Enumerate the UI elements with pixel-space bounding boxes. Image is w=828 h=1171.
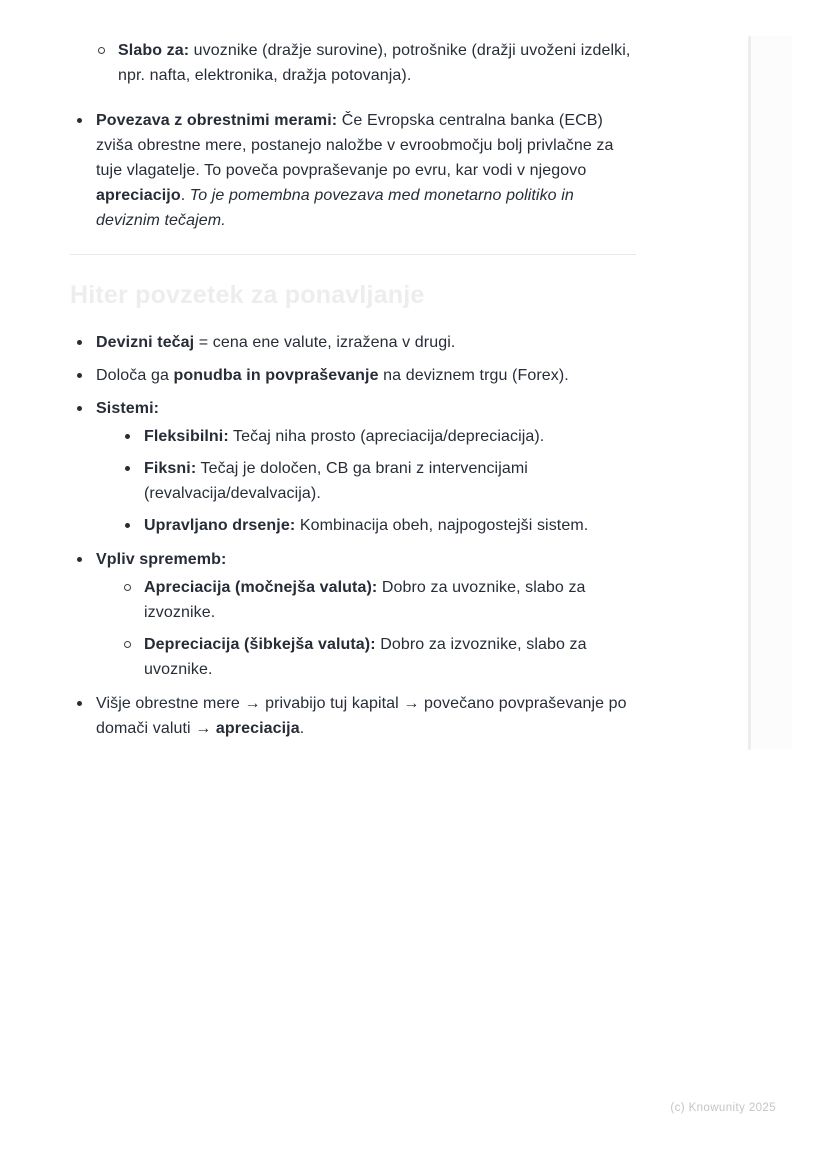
list-item — [70, 691, 636, 741]
bullet-disc-icon — [125, 523, 130, 528]
intro-list — [70, 108, 636, 233]
bullet-disc-icon — [77, 406, 82, 411]
list-item — [70, 396, 636, 538]
list-item-text: Vpliv sprememb: — [96, 551, 227, 568]
list-item-text: Upravljano drsenje: Kombinacija obeh, najpogostejši sistem. — [144, 517, 589, 534]
page-edge-shade — [751, 36, 792, 750]
bullet-disc-icon — [77, 118, 82, 123]
bullet-circle-icon — [124, 584, 131, 591]
bullet-disc-icon — [125, 434, 130, 439]
list-item — [118, 632, 636, 682]
list-item — [118, 513, 636, 538]
list-item — [70, 547, 636, 682]
sub-list-sistemi — [118, 424, 636, 538]
list-item — [70, 363, 636, 388]
list-item-text: Depreciacija (šibkejša valuta): Dobro za izvoznike, slabo za uvoznike. — [144, 636, 587, 678]
list-item — [118, 456, 636, 506]
list-item-text: Določa ga ponudba in povpraševanje na deviznem trgu (Forex). — [96, 367, 569, 384]
list-item-text: Sistemi: — [96, 400, 160, 417]
bullet-disc-icon — [77, 373, 82, 378]
content-area — [70, 38, 636, 741]
summary-list — [70, 330, 636, 741]
bullet-disc-icon — [125, 466, 130, 471]
section-heading: Hiter povzetek za ponavljanje — [70, 281, 425, 309]
list-item-text: Devizni tečaj = cena ene valute, izražena v drugi. — [96, 334, 456, 351]
list-item-text: Povezava z obrestnimi merami: Če Evropska centralna banka (ECB) zviša obrestne mere, postanejo naložbe v evroobmočju bolj privlačne za tuje vlagatelje. To poveča povpraševanje po evru, kar vodi v njegovo apreciacijo. To je pomembna povezava med monetarno politiko in deviznim tečajem. — [96, 112, 614, 229]
footer-copyright: (c) Knowunity 2025 — [670, 1102, 776, 1114]
intro-sub-list — [92, 38, 636, 88]
bullet-circle-icon — [124, 641, 131, 648]
list-item — [70, 108, 636, 233]
bullet-disc-icon — [77, 557, 82, 562]
list-item — [118, 424, 636, 449]
bullet-circle-icon — [98, 47, 105, 54]
scrollbar-thumb[interactable] — [748, 36, 751, 750]
list-item — [92, 38, 636, 88]
list-item-text: Višje obrestne mere → privabijo tuj kapital → povečano povpraševanje po domači valuti → apreciacija. — [96, 695, 627, 737]
list-item-text: Fiksni: Tečaj je določen, CB ga brani z intervencijami (revalvacija/devalvacija). — [144, 460, 528, 502]
bullet-disc-icon — [77, 701, 82, 706]
list-item — [70, 330, 636, 355]
list-item — [118, 575, 636, 625]
sub-list-vpliv — [118, 575, 636, 682]
bullet-disc-icon — [77, 340, 82, 345]
list-item-text: Slabo za: uvoznike (dražje surovine), potrošnike (dražji uvoženi izdelki, npr. nafta, elektronika, dražja potovanja). — [118, 42, 631, 84]
list-item-text: Fleksibilni: Tečaj niha prosto (apreciacija/depreciacija). — [144, 428, 545, 445]
section-divider — [70, 254, 636, 255]
list-item-text: Apreciacija (močnejša valuta): Dobro za uvoznike, slabo za izvoznike. — [144, 579, 586, 621]
